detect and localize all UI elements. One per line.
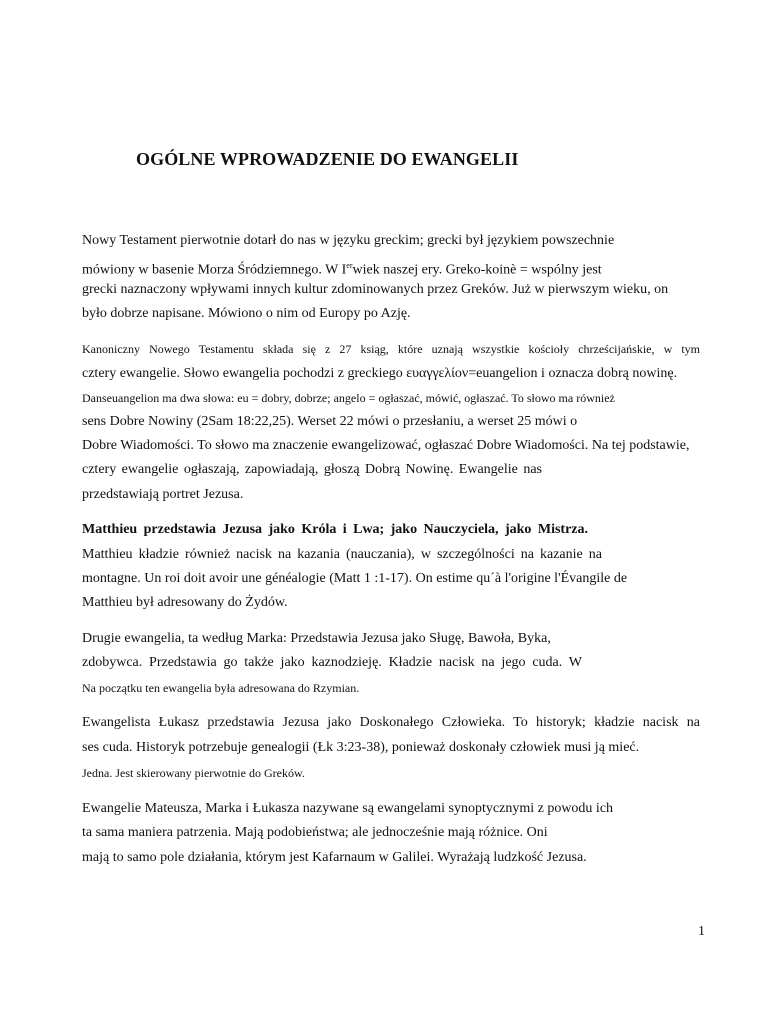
paragraph-3-line-3: montagne. Un roi doit avoir une généalogie (Matt 1 :1-17). On estime qu´à l'origine l'Évangile de — [82, 571, 628, 586]
paragraph-3-line-2: Matthieu kładzie również nacisk na kazania (nauczania), w szczególności na kazanie na — [82, 547, 602, 562]
paragraph-1-line-4: było dobrze napisane. Mówiono o nim od Europy po Azję. — [82, 306, 411, 321]
page-title: OGÓLNE WPROWADZENIE DO EWANGELII — [136, 149, 519, 169]
paragraph-5-line-2: ses cuda. Historyk potrzebuje genealogii (Łk 3:23-38), ponieważ doskonały człowiek musi ją mieć. — [82, 740, 640, 755]
paragraph-2-line-4: sens Dobre Nowiny (2Sam 18:22,25). Werset 22 mówi o przesłaniu, a werset 25 mówi o — [82, 414, 578, 429]
paragraph-2-line-1: Kanoniczny Nowego Testamentu składa się z 27 ksiąg, które uznają wszystkie kościoły chrześcijańskie, w tym — [82, 342, 700, 356]
paragraph-1-line-2-head: mówiony w basenie Morza Śródziemnego. W I — [82, 262, 347, 278]
paragraph-4-line-2: zdobywca. Przedstawia go także jako kaznodzieję. Kładzie nacisk na jego cuda. W — [82, 655, 582, 670]
paragraph-3-line-4: Matthieu był adresowany do Żydów. — [82, 595, 288, 610]
paragraph-2-line-6: cztery ewangelie ogłaszają, zapowiadają, głoszą Dobrą Nowinę. Ewangelie nas — [82, 462, 542, 477]
paragraph-1-line-2-tail: wiek naszej ery. Greko-koinè = wspólny jest — [352, 262, 602, 278]
paragraph-5-line-1: Ewangelista Łukasz przedstawia Jezusa jako Doskonałego Człowieka. To historyk; kładzie nacisk na — [82, 715, 700, 730]
page-number: 1 — [698, 924, 705, 939]
paragraph-4-line-1: Drugie ewangelia, ta według Marka: Przedstawia Jezusa jako Sługę, Bawoła, Byka, — [82, 631, 551, 646]
paragraph-6-line-2: ta sama maniera patrzenia. Mają podobieństwa; ale jednocześnie mają różnice. Oni — [82, 825, 548, 840]
paragraph-1-line-2 — [82, 257, 602, 280]
paragraph-1-line-3: grecki naznaczony wpływami innych kultur zdominowanych przez Greków. Już w pierwszym wieku, on — [82, 282, 669, 297]
paragraph-2-line-2: cztery ewangelie. Słowo ewangelia pochodzi z greckiego ευαγγελίον=euangelion i oznacza dobrą nowinę. — [82, 366, 678, 381]
paragraph-5-line-3: Jedna. Jest skierowany pierwotnie do Greków. — [82, 766, 305, 780]
paragraph-6-line-3: mają to samo pole działania, którym jest Kafarnaum w Galilei. Wyrażają ludzkość Jezusa. — [82, 850, 587, 865]
paragraph-3-line-1: Matthieu przedstawia Jezusa jako Króla i Lwa; jako Nauczyciela, jako Mistrza. — [82, 522, 588, 537]
paragraph-2-line-5: Dobre Wiadomości. To słowo ma znaczenie ewangelizować, ogłaszać Dobre Wiadomości. Na tej podstawie, — [82, 438, 690, 453]
paragraph-1-line-1: Nowy Testament pierwotnie dotarł do nas w języku greckim; grecki był językiem powszechnie — [82, 233, 615, 248]
paragraph-2-line-3: Danseuangelion ma dwa słowa: eu = dobry, dobrze; angelo = ogłaszać, mówić, ogłaszać. To słowo ma również — [82, 391, 615, 405]
superscript-er: er — [346, 261, 353, 270]
paragraph-6-line-1: Ewangelie Mateusza, Marka i Łukasza nazywane są ewangelami synoptycznymi z powodu ich — [82, 801, 614, 816]
paragraph-4-line-3: Na początku ten ewangelia była adresowana do Rzymian. — [82, 681, 360, 695]
paragraph-2-line-7: przedstawiają portret Jezusa. — [82, 487, 244, 502]
